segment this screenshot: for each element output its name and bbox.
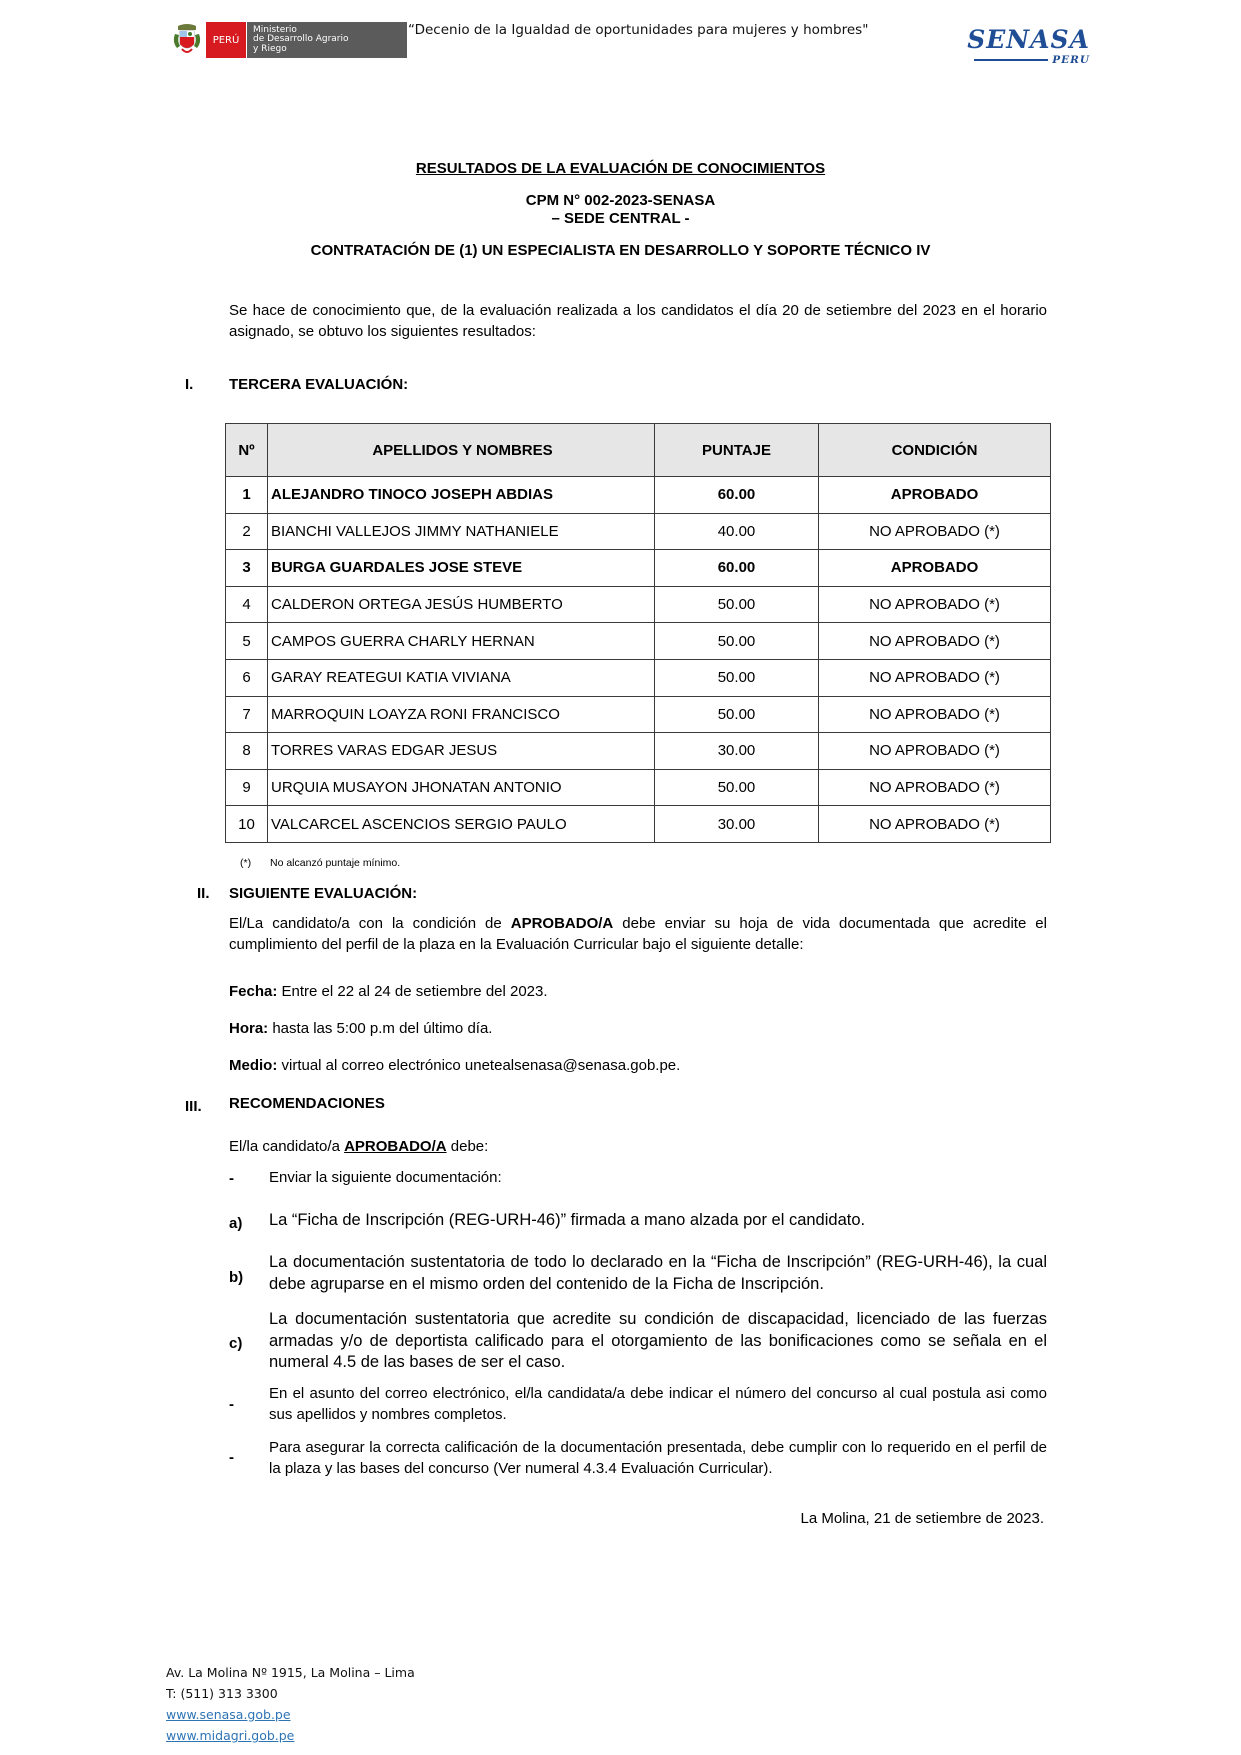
candidate-name: CALDERON ORTEGA JESÚS HUMBERTO [268, 586, 655, 623]
table-footnote [240, 857, 400, 869]
candidate-score: 40.00 [655, 513, 819, 550]
candidate-condition: NO APROBADO (*) [819, 513, 1051, 550]
footnote-text: No alcanzó puntaje mínimo. [270, 857, 401, 869]
footer-address: Av. La Molina Nº 1915, La Molina – Lima [166, 1665, 415, 1680]
row-number: 6 [226, 659, 268, 696]
list-marker: - [229, 1449, 234, 1466]
table-row [226, 733, 1051, 770]
candidate-score: 60.00 [655, 477, 819, 514]
section-3-number: III. [185, 1098, 202, 1115]
time-detail [229, 1020, 492, 1037]
document-title-text: RESULTADOS DE LA EVALUACIÓN DE CONOCIMIENTOS [415, 160, 826, 177]
ministry-line-1: Ministerio [253, 24, 297, 35]
list-item: Enviar la siguiente documentación: [269, 1169, 502, 1186]
section-3-lead [229, 1138, 488, 1155]
col-header-name: APELLIDOS Y NOMBRES [268, 424, 655, 477]
candidate-name: BURGA GUARDALES JOSE STEVE [268, 550, 655, 587]
table-row [226, 806, 1051, 843]
row-number: 7 [226, 696, 268, 733]
senasa-logo [960, 27, 1090, 66]
list-item: La documentación sustentatoria que acredite su condición de discapacidad, licenciado de las fuerzas armadas y/o de deportista calificado para el otorgamiento de las bonificaciones como se señala en el numeral 4.5 de las bases de ser el caso. [269, 1310, 1047, 1371]
approved-emphasis: APROBADO/A [510, 915, 614, 932]
medium-value: virtual al correo electrónico unetealsenasa@senasa.gob.pe. [277, 1057, 681, 1074]
decade-motto: “Decenio de la Igualdad de oportunidades para mujeres y hombres" [408, 22, 869, 38]
candidate-condition: NO APROBADO (*) [819, 696, 1051, 733]
list-item: La documentación sustentatoria de todo lo declarado en la “Ficha de Inscripción” (REG-URH-46), la cual debe agruparse en el mismo orden del contenido de la Ficha de Inscripción. [269, 1253, 1047, 1293]
candidate-score: 50.00 [655, 586, 819, 623]
para-text: debe enviar su hoja de vida documentada que acredite el cumplimiento del perfil de la plaza en la Evaluación Curricular bajo el siguiente detalle: [229, 915, 1047, 953]
section-3-title: RECOMENDACIONES [229, 1095, 385, 1112]
senasa-logo-rule [974, 59, 1048, 61]
candidate-name: URQUIA MUSAYON JHONATAN ANTONIO [268, 769, 655, 806]
ministry-line-3: y Riego [253, 43, 287, 54]
table-row [226, 513, 1051, 550]
ministry-name [246, 22, 407, 58]
intro-paragraph: Se hace de conocimiento que, de la evaluación realizada a los candidatos el día 20 de setiembre del 2023 en el horario asignado, se obtuvo los siguientes resultados: [229, 302, 1047, 340]
table-row [226, 659, 1051, 696]
place-date: La Molina, 21 de setiembre de 2023. [800, 1510, 1044, 1527]
row-number: 8 [226, 733, 268, 770]
candidate-name: VALCARCEL ASCENCIOS SERGIO PAULO [268, 806, 655, 843]
senasa-logo-word: SENASA [967, 25, 1090, 54]
senasa-website-link[interactable]: www.senasa.gob.pe [166, 1707, 291, 1722]
list-marker: a) [229, 1215, 243, 1232]
time-value: hasta las 5:00 p.m del último día. [268, 1020, 493, 1037]
col-header-score: PUNTAJE [655, 424, 819, 477]
time-label: Hora: [229, 1020, 269, 1037]
table-row [226, 769, 1051, 806]
list-item: Para asegurar la correcta calificación de la documentación presentada, debe cumplir con lo requerido en el perfil de la plaza y las bases del concurso (Ver numeral 4.3.4 Evaluación Curricular). [269, 1439, 1047, 1477]
footer-phone: T: (511) 313 3300 [166, 1686, 278, 1701]
coat-of-arms-icon [172, 22, 202, 58]
list-marker: - [229, 1170, 234, 1187]
process-code [0, 192, 1241, 228]
candidate-score: 50.00 [655, 696, 819, 733]
midagri-website-link[interactable]: www.midagri.gob.pe [166, 1728, 295, 1743]
senasa-logo-sub: PERU [1052, 54, 1090, 66]
candidate-condition: NO APROBADO (*) [819, 769, 1051, 806]
section-1-title: TERCERA EVALUACIÓN: [229, 376, 409, 393]
cpm-number: CPM N° 002-2023-SENASA [525, 192, 716, 209]
lead-text: debe: [446, 1138, 489, 1155]
candidate-name: GARAY REATEGUI KATIA VIVIANA [268, 659, 655, 696]
footnote-mark: (*) [240, 857, 252, 869]
date-detail [229, 983, 548, 1000]
row-number: 1 [226, 477, 268, 514]
list-marker: c) [229, 1335, 243, 1352]
candidate-condition: NO APROBADO (*) [819, 623, 1051, 660]
candidate-name: CAMPOS GUERRA CHARLY HERNAN [268, 623, 655, 660]
list-item: La “Ficha de Inscripción (REG-URH-46)” firmada a mano alzada por el candidato. [269, 1211, 866, 1229]
date-label: Fecha: [229, 983, 278, 1000]
list-marker: - [229, 1396, 234, 1413]
candidate-name: MARROQUIN LOAYZA RONI FRANCISCO [268, 696, 655, 733]
table-row [226, 586, 1051, 623]
para-text: El/La candidato/a con la condición de [229, 915, 511, 932]
candidate-score: 50.00 [655, 769, 819, 806]
document-title [0, 160, 1241, 177]
table-row [226, 477, 1051, 514]
row-number: 4 [226, 586, 268, 623]
candidate-score: 60.00 [655, 550, 819, 587]
lead-text: El/la candidato/a [229, 1138, 345, 1155]
section-2-title: SIGUIENTE EVALUACIÓN: [229, 885, 418, 902]
date-value: Entre el 22 al 24 de setiembre del 2023. [277, 983, 548, 1000]
results-table [225, 423, 1051, 843]
section-1-number: I. [185, 376, 194, 393]
col-header-number: Nº [226, 424, 268, 477]
candidate-condition: APROBADO [819, 550, 1051, 587]
candidate-name: ALEJANDRO TINOCO JOSEPH ABDIAS [268, 477, 655, 514]
list-marker: b) [229, 1269, 244, 1286]
medium-label: Medio: [229, 1057, 278, 1074]
approved-emphasis: APROBADO/A [344, 1138, 447, 1155]
candidate-condition: NO APROBADO (*) [819, 659, 1051, 696]
candidate-condition: NO APROBADO (*) [819, 586, 1051, 623]
section-2-number: II. [197, 885, 210, 902]
candidate-score: 50.00 [655, 623, 819, 660]
candidate-score: 30.00 [655, 733, 819, 770]
candidate-score: 30.00 [655, 806, 819, 843]
candidate-condition: APROBADO [819, 477, 1051, 514]
row-number: 10 [226, 806, 268, 843]
table-row [226, 623, 1051, 660]
row-number: 5 [226, 623, 268, 660]
list-item: En el asunto del correo electrónico, el/la candidata/a debe indicar el número del concurso al cual postula asi como sus apellidos y nombres completos. [269, 1385, 1047, 1423]
candidate-name: TORRES VARAS EDGAR JESUS [268, 733, 655, 770]
col-header-condition: CONDICIÓN [819, 424, 1051, 477]
candidate-condition: NO APROBADO (*) [819, 806, 1051, 843]
position-title: CONTRATACIÓN DE (1) UN ESPECIALISTA EN DESARROLLO Y SOPORTE TÉCNICO IV [310, 242, 931, 259]
footer-contact [166, 1662, 415, 1746]
candidate-score: 50.00 [655, 659, 819, 696]
sede-label: – SEDE CENTRAL - [551, 210, 690, 227]
table-row [226, 550, 1051, 587]
row-number: 3 [226, 550, 268, 587]
peru-label: PERÚ [206, 22, 246, 58]
ministry-line-2: de Desarrollo Agrario [253, 34, 349, 45]
table-header-row [226, 424, 1051, 477]
ministry-logo [172, 22, 407, 58]
medium-detail [229, 1057, 680, 1074]
row-number: 2 [226, 513, 268, 550]
candidate-condition: NO APROBADO (*) [819, 733, 1051, 770]
section-2-paragraph [229, 913, 1047, 955]
table-row [226, 696, 1051, 733]
candidate-name: BIANCHI VALLEJOS JIMMY NATHANIELE [268, 513, 655, 550]
row-number: 9 [226, 769, 268, 806]
